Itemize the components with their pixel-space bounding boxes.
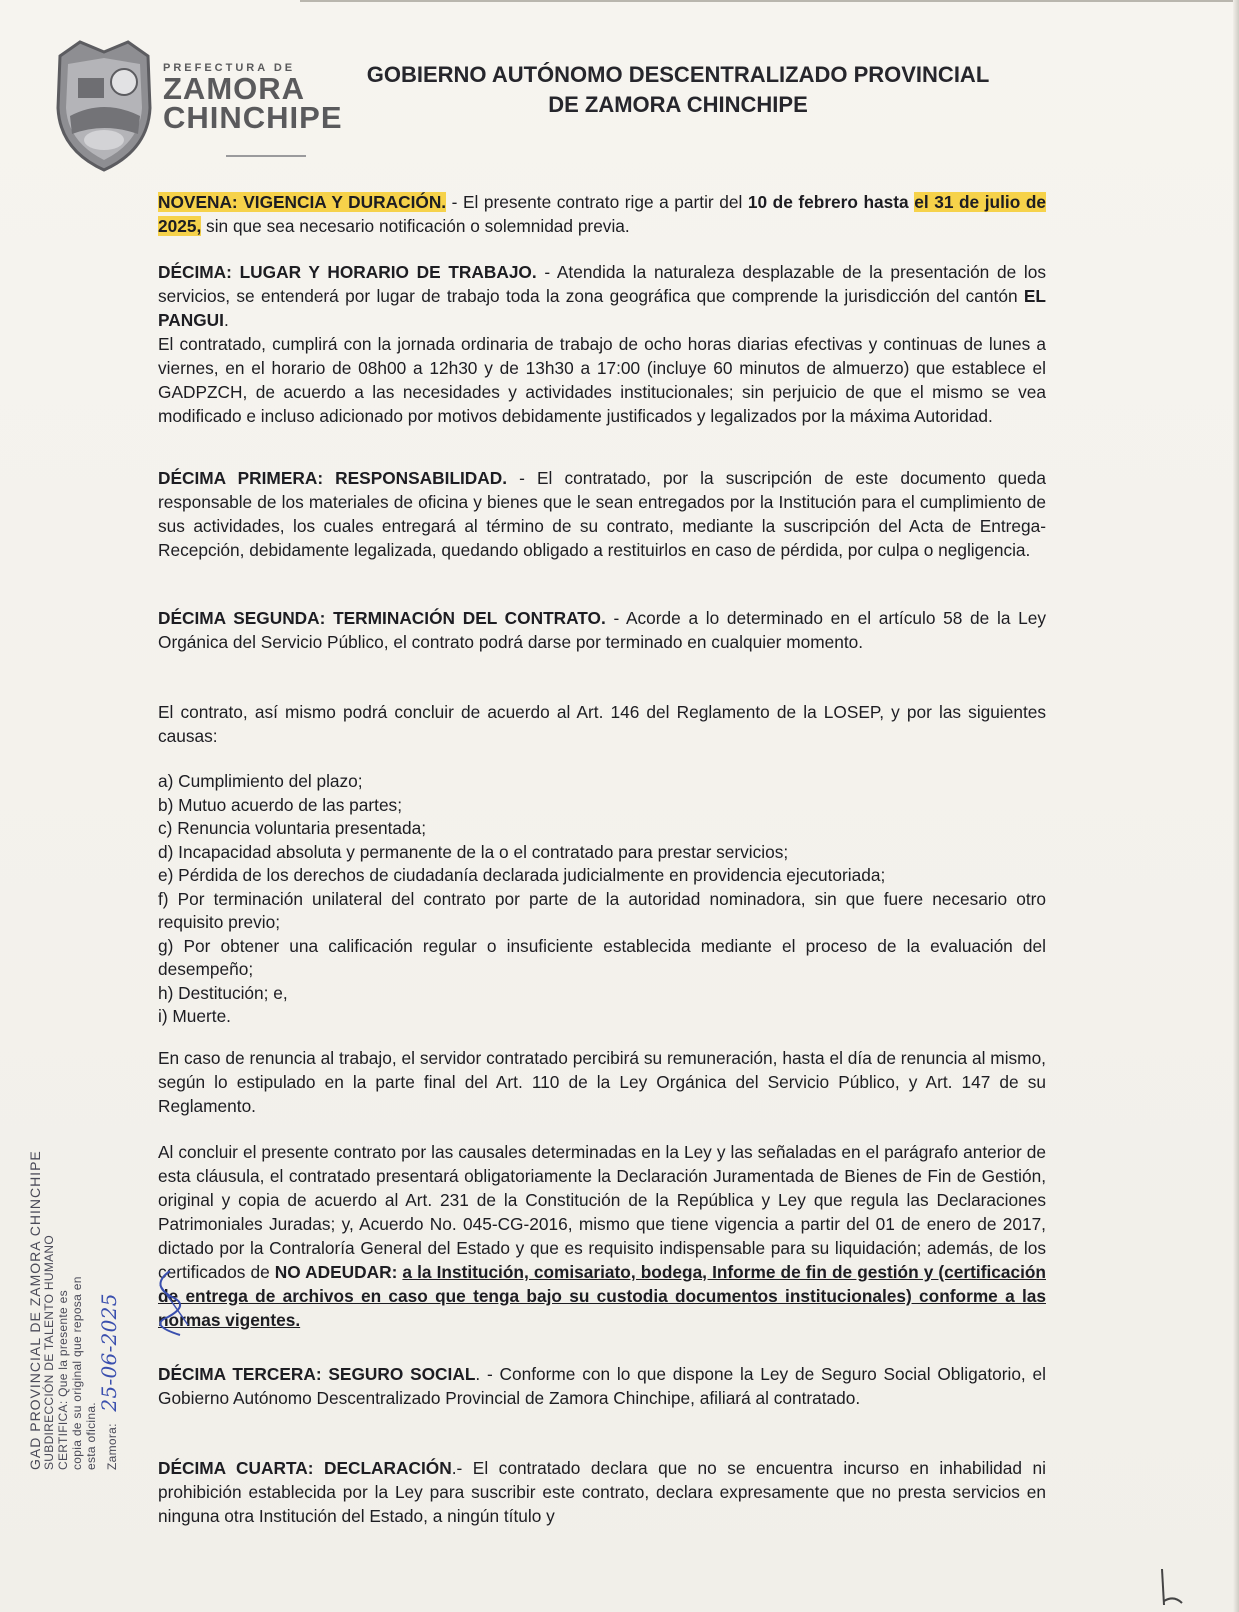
brand-underline xyxy=(226,155,306,157)
list-item: h) Destitución; e, xyxy=(158,982,288,1003)
clause-text: - El contratado, por la suscripción de este documento queda responsable de los materiales de oficina y bienes que le sean entregados por la Institución para el cumplimiento de sus actividades, los cuales entregará al término de su contrato, mediante la suscripción del Acta de Entrega-Recepción, debidamente legalizada, quedando obligado a restituirlos en caso de pérdida, por culpa o negligencia. xyxy=(158,468,1046,560)
clause-heading: DÉCIMA TERCERA: SEGURO SOCIAL xyxy=(158,1364,476,1384)
brand-line-chinchipe: CHINCHIPE xyxy=(163,100,343,135)
title-line-1: GOBIERNO AUTÓNOMO DESCENTRALIZADO PROVINCIAL xyxy=(366,62,990,87)
end-date: el 31 de julio de 2025, xyxy=(158,192,1046,236)
list-item: a) Cumplimiento del plazo; xyxy=(158,771,363,791)
clause-text: - Acorde a lo determinado en el artículo 58 de la Ley Orgánica del Servicio Público, el contrato podrá darse por terminado en cualquier momento. xyxy=(158,608,1046,652)
clause-text: . - Conforme con lo que dispone la Ley de Seguro Social Obligatorio, el Gobierno Autónomo Descentralizado Provincial de Zamora Chinchipe, afiliará al contratado. xyxy=(158,1364,1046,1408)
clause-decima-segunda xyxy=(158,606,1046,654)
clause-decima-segunda-declaracion xyxy=(158,1140,1046,1332)
title-line-2: DE ZAMORA CHINCHIPE xyxy=(548,92,808,117)
clause-text: El contrato, así mismo podrá concluir de acuerdo al Art. 146 del Reglamento de la LOSEP, y por las siguientes causas: xyxy=(158,702,1046,746)
page-edge-line xyxy=(300,0,1239,2)
clause-text: - Atendida la naturaleza desplazable de la presentación de los servicios, se entenderá por lugar de trabajo toda la zona geográfica que comprende la jurisdicción del cantón xyxy=(158,262,1046,306)
clause-decima-tercera xyxy=(158,1362,1046,1410)
clause-novena xyxy=(158,190,1046,238)
clause-heading: DÉCIMA CUARTA: DECLARACIÓN xyxy=(158,1458,452,1478)
clause-decima-segunda-causes-intro xyxy=(158,700,1046,748)
clause-heading: DÉCIMA: LUGAR Y HORARIO DE TRABAJO. xyxy=(158,262,537,282)
start-date: 10 de febrero hasta xyxy=(747,192,909,212)
stamp-line: copia de su original que reposa en xyxy=(70,1276,84,1470)
clause-text: Al concluir el presente contrato por las causales determinadas en la Ley y las señaladas en el parágrafo anterior de esta cláusula, el contratado presentará obligatoriamente la Declaración Juramentada de Bienes de Fin de Gestión, original y copia de acuerdo al Art. 231 de la Constitución de la República y Ley que regula las Declaraciones Patrimoniales Juradas; y, Acuerdo No. 045-CG-2016, mismo que tiene vigencia a partir del 01 de enero de 2017, dictado por la Contraloría General del Estado y que es requisito indispensable para su liquidación; además, de los certificados de xyxy=(158,1142,1046,1282)
clause-text: . xyxy=(223,310,229,330)
canton-name: EL PANGUI xyxy=(158,286,1046,330)
clause-text: El contratado, cumplirá con la jornada ordinaria de trabajo de ocho horas diarias efectivas y continuas de lunes a viernes, en el horario de 08h00 a 12h30 y de 13h30 a 17:00 (incluye 60 minutos de almuerzo) que establece el GADPZCH, de acuerdo a las necesidades y actividades institucionales; sin perjuicio de que el mismo se vea modificado e incluso adicionado por motivos debidamente justificados y legalizados por la máxima Autoridad. xyxy=(158,334,1046,426)
clause-decima-primera xyxy=(158,466,1046,562)
causes-list xyxy=(158,770,1046,1029)
page-title xyxy=(318,60,1038,120)
clause-heading: DÉCIMA SEGUNDA: TERMINACIÓN DEL CONTRATO. xyxy=(158,608,606,628)
page-edge-shadow xyxy=(1233,0,1239,1612)
handwritten-date: 25-06-2025 xyxy=(97,1293,121,1412)
clause-text: En caso de renuncia al trabajo, el servidor contratado percibirá su remuneración, hasta el día de renuncia al mismo, según lo estipulado en la parte final del Art. 110 de la Ley Orgánica del Servicio Público, y Art. 147 de su Reglamento. xyxy=(158,1048,1046,1116)
stamp-line: CERTIFICA: Que la presente es xyxy=(56,1290,70,1470)
list-item: d) Incapacidad absoluta y permanente de la o el contratado para prestar servicios; xyxy=(158,841,789,862)
clause-decima-segunda-renuncia xyxy=(158,1046,1046,1118)
prefecture-brand xyxy=(163,62,343,135)
prefecture-crest-icon xyxy=(50,38,158,174)
list-item: b) Mutuo acuerdo de las partes; xyxy=(158,794,402,815)
clause-heading: DÉCIMA PRIMERA: RESPONSABILIDAD. xyxy=(158,468,508,488)
clause-text: .- El contratado declara que no se encuentra incurso en inhabilidad ni prohibición establecida por la Ley para suscribir este contrato, declara expresamente que no presta servicios en ninguna otra Institución del Estado, a ningún título y xyxy=(158,1458,1046,1526)
list-item: e) Pérdida de los derechos de ciudadanía declarada judicialmente en providencia ejecutoriada; xyxy=(158,865,886,885)
list-item: g) Por obtener una calificación regular o insuficiente establecida mediante el proceso de la evaluación del desempeño; xyxy=(158,935,1046,979)
list-item: c) Renuncia voluntaria presentada; xyxy=(158,818,427,838)
stamp-line: GAD PROVINCIAL DE ZAMORA CHINCHIPE xyxy=(27,1150,43,1470)
clause-text: sin que sea necesario notificación o solemnidad previa. xyxy=(201,216,630,236)
clause-heading: NOVENA: VIGENCIA Y DURACIÓN. xyxy=(158,192,447,212)
clause-decima xyxy=(158,260,1046,428)
required-certificates: a la Institución, comisariato, bodega, Informe de fin de gestión y (certificación de entrega de archivos en caso que tenga bajo su custodia documentos institucionales) conforme a las normas vigentes. xyxy=(158,1262,1046,1330)
stamp-line: SUBDIRECCIÓN DE TALENTO HUMANO xyxy=(42,1234,56,1470)
brand-line-zamora: ZAMORA xyxy=(163,71,306,106)
list-item: f) Por terminación unilateral del contrato por parte de la autoridad nominadora, sin que fuere necesario otro requisito previo; xyxy=(158,888,1046,932)
pen-signature-icon xyxy=(110,1175,190,1375)
clause-decima-cuarta xyxy=(158,1456,1046,1528)
brand-prefix: PREFECTURA DE xyxy=(163,62,296,74)
no-adeudar-label: NO ADEUDAR: xyxy=(274,1262,398,1282)
stamp-line: esta oficina. xyxy=(84,1402,98,1470)
corner-mark-icon xyxy=(1150,1565,1190,1609)
list-item: i) Muerte. xyxy=(158,1006,231,1026)
stamp-place-label: Zamora: xyxy=(105,1423,119,1470)
clause-text: - El presente contrato rige a partir del xyxy=(446,192,748,212)
